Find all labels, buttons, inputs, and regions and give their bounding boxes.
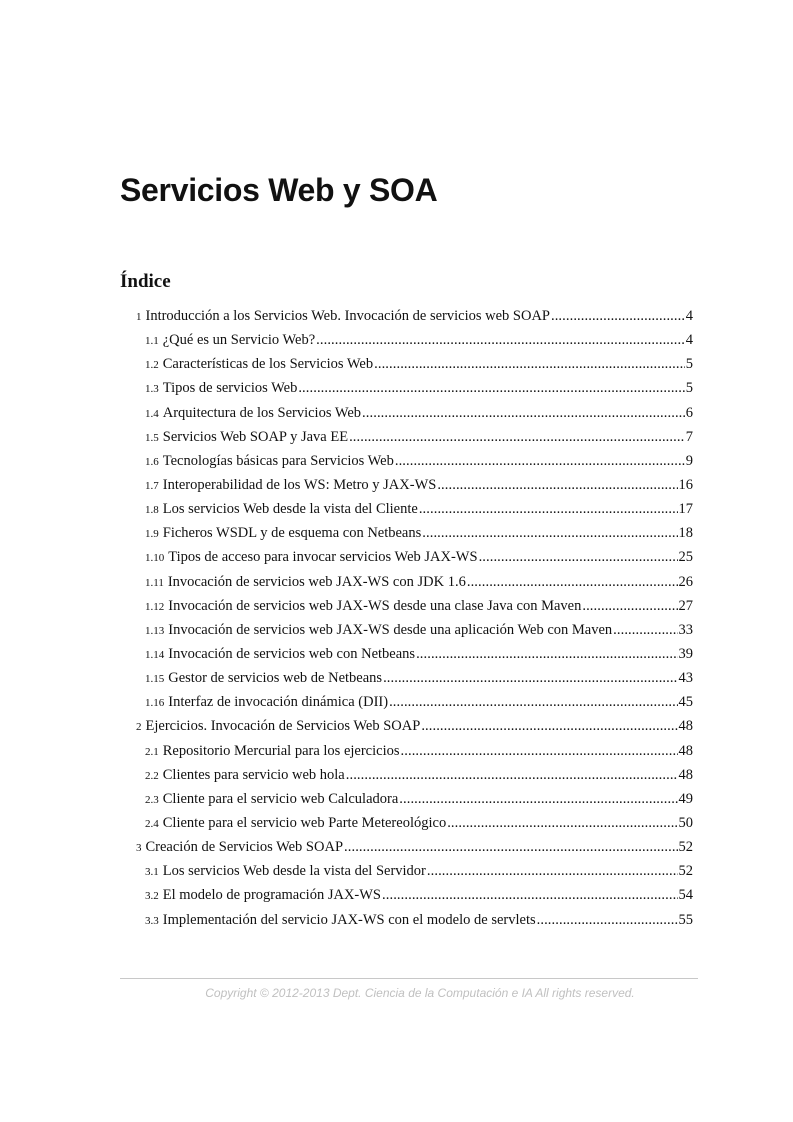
toc-entry[interactable] bbox=[136, 714, 693, 738]
toc-entry-title: Introducción a los Servicios Web. Invocación de servicios web SOAP bbox=[145, 308, 550, 324]
toc-entry-number: 1.10 bbox=[145, 552, 165, 565]
toc-entry-number: 1.1 bbox=[145, 335, 159, 348]
toc-entry-page: 25 bbox=[678, 549, 693, 566]
toc-dot-leader bbox=[416, 642, 677, 666]
toc-entry[interactable] bbox=[145, 811, 693, 835]
toc-entry-page: 39 bbox=[678, 645, 693, 662]
toc-entry[interactable] bbox=[145, 908, 693, 932]
toc-entry-title: Invocación de servicios web JAX-WS desde una clase Java con Maven bbox=[168, 597, 582, 614]
toc-entry-title: Los servicios Web desde la vista del Servidor bbox=[162, 863, 426, 880]
toc-dot-leader bbox=[537, 908, 678, 932]
toc-dot-leader bbox=[551, 304, 685, 328]
toc-dot-leader bbox=[421, 714, 677, 738]
toc-dot-leader bbox=[467, 570, 678, 594]
toc-entry-number: 1.5 bbox=[145, 431, 159, 444]
toc-entry-number: 1.6 bbox=[145, 455, 159, 468]
toc-entry-page: 17 bbox=[678, 501, 693, 518]
toc-entry-number: 3.3 bbox=[145, 914, 159, 927]
footer-copyright: Copyright © 2012-2013 Dept. Ciencia de la Computación e IA All rights reserved. bbox=[205, 986, 635, 1000]
toc-entry-page: 27 bbox=[678, 597, 693, 614]
toc-entry-page: 4 bbox=[685, 332, 693, 349]
toc-entry[interactable] bbox=[145, 859, 693, 883]
toc-dot-leader bbox=[374, 352, 685, 376]
toc-entry-number: 3.2 bbox=[145, 890, 159, 903]
toc-dot-leader bbox=[316, 328, 685, 352]
toc-entry-number: 1.8 bbox=[145, 504, 159, 517]
toc-entry-page: 18 bbox=[678, 525, 693, 542]
toc-entry-number: 1.9 bbox=[145, 528, 159, 541]
table-of-contents bbox=[0, 304, 793, 932]
toc-entry[interactable] bbox=[145, 352, 693, 376]
toc-entry-title: Tecnologías básicas para Servicios Web bbox=[162, 452, 394, 469]
toc-entry-number: 1.3 bbox=[145, 383, 159, 396]
toc-entry-number: 1 bbox=[136, 311, 142, 323]
toc-entry-page: 54 bbox=[678, 887, 693, 904]
toc-entry-page: 50 bbox=[678, 814, 693, 831]
toc-entry-title: Arquitectura de los Servicios Web bbox=[162, 404, 362, 421]
toc-entry-title: El modelo de programación JAX-WS bbox=[162, 887, 382, 904]
toc-dot-leader bbox=[427, 859, 678, 883]
toc-entry[interactable] bbox=[136, 835, 693, 859]
toc-entry-title: Invocación de servicios web JAX-WS con JDK 1.6 bbox=[167, 573, 466, 590]
toc-dot-leader bbox=[389, 690, 677, 714]
toc-entry[interactable] bbox=[145, 376, 693, 400]
toc-entry[interactable] bbox=[145, 739, 693, 763]
toc-entry-page: 52 bbox=[678, 863, 693, 880]
toc-entry[interactable] bbox=[145, 642, 693, 666]
toc-entry-number: 1.7 bbox=[145, 479, 159, 492]
toc-dot-leader bbox=[447, 811, 677, 835]
toc-entry[interactable] bbox=[145, 449, 693, 473]
toc-entry-page: 9 bbox=[685, 452, 693, 469]
toc-entry-title: Los servicios Web desde la vista del Cliente bbox=[162, 501, 418, 518]
toc-entry-title: Creación de Servicios Web SOAP bbox=[145, 839, 344, 856]
toc-dot-leader bbox=[382, 883, 677, 907]
toc-entry-number: 2.2 bbox=[145, 769, 159, 782]
footer-divider bbox=[120, 978, 698, 979]
toc-entry-title: Ejercicios. Invocación de Servicios Web SOAP bbox=[145, 718, 421, 735]
toc-entry[interactable] bbox=[145, 425, 693, 449]
toc-entry-number: 1.16 bbox=[145, 697, 165, 710]
toc-entry-number: 1.13 bbox=[145, 624, 165, 637]
toc-entry-page: 33 bbox=[678, 621, 693, 638]
toc-entry-page: 49 bbox=[678, 790, 693, 807]
toc-dot-leader bbox=[419, 497, 678, 521]
toc-entry-number: 2.3 bbox=[145, 793, 159, 806]
toc-entry[interactable] bbox=[145, 618, 693, 642]
toc-entry-number: 1.12 bbox=[145, 600, 165, 613]
toc-entry-title: Características de los Servicios Web bbox=[162, 356, 374, 373]
toc-entry[interactable] bbox=[145, 570, 693, 594]
toc-entry-number: 1.11 bbox=[145, 576, 164, 589]
toc-entry[interactable] bbox=[145, 763, 693, 787]
toc-entry[interactable] bbox=[145, 594, 693, 618]
toc-dot-leader bbox=[613, 618, 677, 642]
toc-entry-title: Clientes para servicio web hola bbox=[162, 766, 345, 783]
toc-entry[interactable] bbox=[145, 666, 693, 690]
toc-entry-title: Interfaz de invocación dinámica (DII) bbox=[168, 694, 389, 711]
toc-entry[interactable] bbox=[145, 545, 693, 569]
toc-entry-title: Cliente para el servicio web Calculadora bbox=[162, 790, 399, 807]
toc-entry-page: 26 bbox=[678, 573, 693, 590]
toc-entry-number: 3 bbox=[136, 842, 142, 855]
toc-entry-page: 48 bbox=[678, 718, 693, 735]
toc-dot-leader bbox=[362, 401, 685, 425]
toc-entry-title: Invocación de servicios web JAX-WS desde una aplicación Web con Maven bbox=[168, 621, 613, 638]
toc-dot-leader bbox=[346, 763, 678, 787]
toc-dot-leader bbox=[437, 473, 677, 497]
toc-entry[interactable] bbox=[145, 497, 693, 521]
toc-entry-number: 3.1 bbox=[145, 866, 159, 879]
toc-entry-title: Ficheros WSDL y de esquema con Netbeans bbox=[162, 525, 422, 542]
toc-entry-page: 52 bbox=[678, 839, 693, 856]
toc-entry-page: 48 bbox=[678, 766, 693, 783]
toc-entry-title: Invocación de servicios web con Netbeans bbox=[168, 645, 416, 662]
toc-entry[interactable] bbox=[145, 401, 693, 425]
toc-entry-title: Repositorio Mercurial para los ejercicios bbox=[162, 742, 400, 759]
toc-heading: Índice bbox=[120, 271, 171, 292]
toc-entry-page: 5 bbox=[685, 356, 693, 373]
toc-entry-number: 1.15 bbox=[145, 673, 165, 686]
toc-entry-page: 6 bbox=[685, 404, 693, 421]
toc-entry-number: 2.4 bbox=[145, 817, 159, 830]
toc-entry-page: 45 bbox=[678, 694, 693, 711]
toc-dot-leader bbox=[399, 787, 677, 811]
toc-entry-page: 16 bbox=[678, 476, 693, 493]
toc-entry-number: 1.4 bbox=[145, 407, 159, 420]
toc-entry-title: ¿Qué es un Servicio Web? bbox=[162, 332, 316, 349]
toc-dot-leader bbox=[383, 666, 677, 690]
toc-entry[interactable] bbox=[145, 521, 693, 545]
toc-dot-leader bbox=[349, 425, 685, 449]
toc-entry-page: 5 bbox=[685, 380, 693, 397]
toc-entry-title: Gestor de servicios web de Netbeans bbox=[168, 670, 383, 687]
toc-dot-leader bbox=[344, 835, 677, 859]
toc-entry[interactable] bbox=[145, 473, 693, 497]
toc-entry[interactable] bbox=[145, 883, 693, 907]
toc-entry-page: 48 bbox=[678, 742, 693, 759]
toc-entry[interactable] bbox=[136, 304, 693, 328]
toc-dot-leader bbox=[582, 594, 677, 618]
toc-entry-number: 1.14 bbox=[145, 648, 165, 661]
toc-entry-title: Interoperabilidad de los WS: Metro y JAX-WS bbox=[162, 476, 437, 493]
toc-entry-page: 4 bbox=[685, 308, 693, 324]
toc-entry-title: Tipos de acceso para invocar servicios Web JAX-WS bbox=[168, 549, 478, 566]
toc-entry[interactable] bbox=[145, 787, 693, 811]
toc-entry[interactable] bbox=[145, 328, 693, 352]
toc-entry-number: 2.1 bbox=[145, 745, 159, 758]
toc-entry-page: 43 bbox=[678, 670, 693, 687]
toc-entry-title: Servicios Web SOAP y Java EE bbox=[162, 428, 349, 445]
toc-entry-title: Cliente para el servicio web Parte Metereológico bbox=[162, 814, 447, 831]
toc-entry-page: 7 bbox=[685, 428, 693, 445]
page-title: Servicios Web y SOA bbox=[120, 172, 438, 208]
toc-dot-leader bbox=[395, 449, 685, 473]
toc-dot-leader bbox=[298, 376, 684, 400]
toc-entry-number: 1.2 bbox=[145, 359, 159, 372]
toc-entry-page: 55 bbox=[678, 911, 693, 928]
toc-dot-leader bbox=[401, 739, 678, 763]
toc-entry-title: Tipos de servicios Web bbox=[162, 380, 298, 397]
toc-entry-title: Implementación del servicio JAX-WS con el modelo de servlets bbox=[162, 911, 536, 928]
toc-entry-number: 2 bbox=[136, 721, 142, 734]
toc-dot-leader bbox=[422, 521, 677, 545]
toc-dot-leader bbox=[479, 545, 678, 569]
toc-entry[interactable] bbox=[145, 690, 693, 714]
